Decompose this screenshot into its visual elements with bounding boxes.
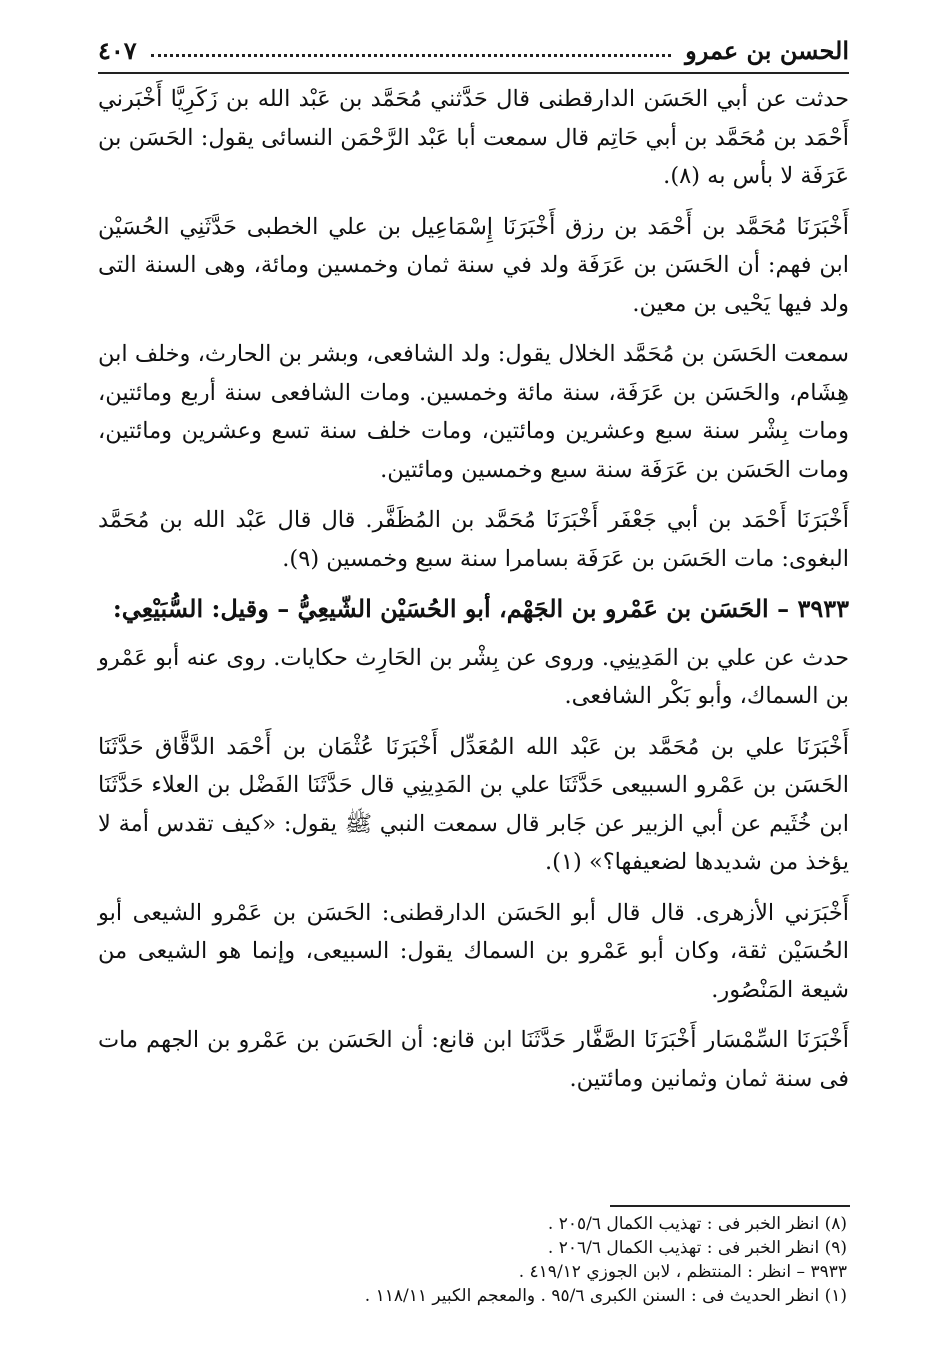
header-dot-leader <box>151 54 671 57</box>
running-title: الحسن بن عمرو <box>685 35 849 65</box>
footnote: (١) انظر الحديث فى : السنن الكبرى ٩٥/٦ . والمعجم الكبير ١١٨/١١ . <box>364 1286 847 1306</box>
footnote: (٨) انظر الخبر فى : تهذيب الكمال ٢٠٥/٦ . <box>547 1214 847 1234</box>
paragraph: أَخْبَرَنَا علي بن مُحَمَّد بن عَبْد الله المُعَدِّل أَخْبَرَنَا عُثْمَان بن أَحْمَد الدَّقَّاق حَدَّثَنَا الحَسَن بن عَمْرو السبيعى حَدَّثَنَا علي بن المَدِينِي قال حَدَّثَنَا الفَضْل بن العلاء حَدَّثَنَا ابن خُثَيم عن أبي الزبير عن جَابر قال سمعت النبي ﷺ يقول: «كيف تقدس أمة لا يؤخذ من شديدها لضعيفها؟» (١). <box>98 733 850 875</box>
page-header <box>98 30 849 70</box>
footnote-rule <box>610 1205 850 1207</box>
footnote: ٣٩٣٣ – انظر : المنتظم ، لابن الجوزي ٤١٩/١٢ . <box>518 1262 847 1282</box>
paragraph: أَخْبَرَنَا أَحْمَد بن أبي جَعْفَر أَخْبَرَنَا مُحَمَّد بن المُظَفَّر. قال قال عَبْد الله بن مُحَمَّد البغوى: مات الحَسَن بن عَرَفَة بسامرا سنة سبع وخمسين (٩). <box>98 507 849 572</box>
paragraph: سمعت الحَسَن بن مُحَمَّد الخلال يقول: ولد الشافعى، وبشر بن الحارث، وخلف ابن هِشَام، والحَسَن بن عَرَفَة، سنة مائة وخمسين. ومات الشافعى سنة أربع ومائتين، ومات بِشْر سنة سبع وعشرين ومائتين، ومات خلف سنة تسع وعشرين ومائتين، ومات الحَسَن بن عَرَفَة سنة سبع وخمسين ومائتين. <box>98 341 849 483</box>
main-text <box>98 80 849 1110</box>
header-rule <box>98 72 849 74</box>
paragraph: حدث عن علي بن المَدِينِي. وروى عن بِشْر بن الحَارِث حكايات. روى عنه أبو عَمْرو بن السماك، وأبو بَكْر الشافعى. <box>98 644 849 709</box>
paragraph: أَخْبَرَنَا مُحَمَّد بن أَحْمَد بن رزق أَخْبَرَنَا إِسْمَاعِيل بن علي الخطبى حَدَّثَنِي الحُسَيْن ابن فهم: أن الحَسَن بن عَرَفَة ولد في سنة ثمان وخمسين ومائة، وهى السنة التى ولد فيها يَحْيى بن معين. <box>98 213 849 317</box>
page-number: ٤٠٧ <box>98 35 137 65</box>
paragraph: أَخْبَرَنَا السِّمْسَار أَخْبَرَنَا الصَّفَّار حَدَّثَنَا ابن قانع: أن الحَسَن بن عَمْرو بن الجهم مات فى سنة ثمان وثمانين ومائتين. <box>98 1027 849 1092</box>
footnote: (٩) انظر الخبر فى : تهذيب الكمال ٢٠٦/٦ . <box>547 1238 847 1258</box>
paragraph: أَخْبَرَني الأزهرى. قال قال أبو الحَسَن الدارقطنى: الحَسَن بن عَمْرو الشيعى أبو الحُسَيْن ثقة، وكان أبو عَمْرو بن السماك يقول: السبيعى، وإنما هو الشيعى من شيعة المَنْصُور. <box>98 899 849 1003</box>
entry-heading: ٣٩٣٣ – الحَسَن بن عَمْرو بن الجَهْم، أبو الحُسَيْن الشّيعِيُّ – وقيل: السُّبَيْعِي: <box>112 594 849 623</box>
paragraph: حدثت عن أبي الحَسَن الدارقطنى قال حَدَّثني مُحَمَّد بن عَبْد الله بن زَكَرِيَّا أَخْبَرني أَحْمَد بن مُحَمَّد بن أبي حَاتِم قال سمعت أبا عَبْد الرَّحْمَن النسائى يقول: الحَسَن بن عَرَفَة لا بأس به (٨). <box>98 86 850 189</box>
footnotes <box>147 1212 847 1308</box>
